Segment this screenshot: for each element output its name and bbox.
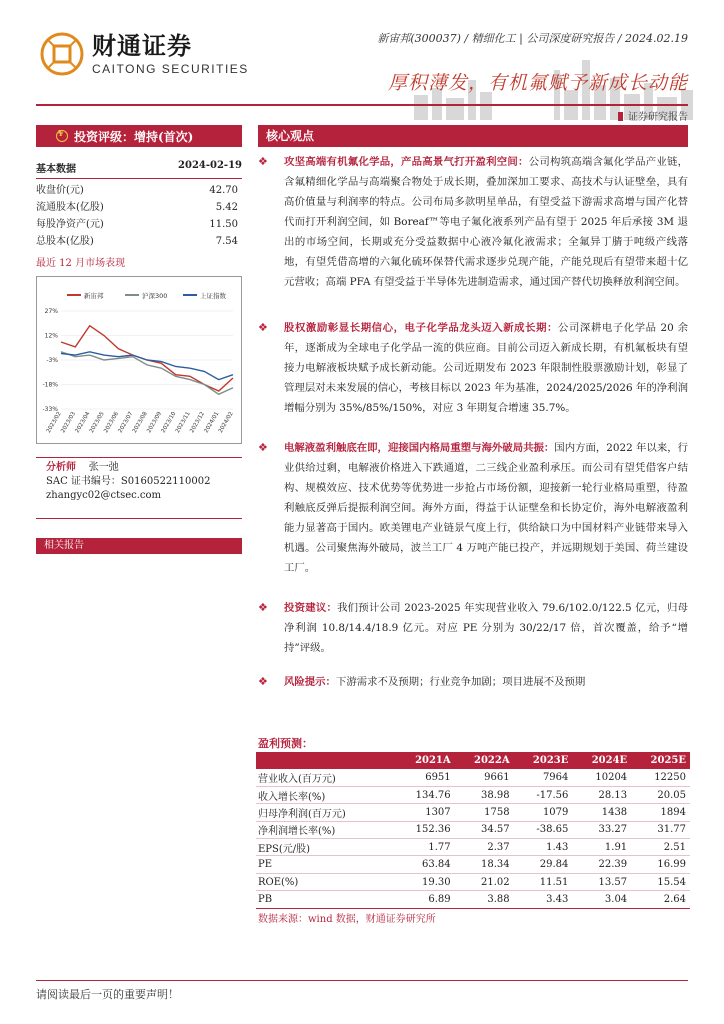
analyst-email[interactable]: zhangyc02@ctsec.com bbox=[46, 490, 162, 501]
table-row: 净利润增长率(%) 152.36 34.57 -38.65 33.27 31.77 bbox=[256, 821, 690, 838]
basic-data-row: 每股净资产(元) 11.50 bbox=[36, 219, 238, 230]
x-tick-label: 2023/10 bbox=[160, 411, 178, 435]
x-tick-label: 2023/12 bbox=[189, 411, 207, 435]
company-logo bbox=[40, 32, 249, 76]
table-row: 营业收入(百万元) 6951 9661 7964 10204 12250 bbox=[256, 769, 690, 786]
report-headline: 厚积薄发，有机氟赋予新成长动能 bbox=[387, 72, 688, 94]
diamond-bullet-icon: ❖ bbox=[258, 441, 268, 454]
analyst-name: 张一弛 bbox=[88, 462, 119, 473]
company-name-cn: 财通证券 bbox=[92, 32, 192, 60]
y-tick-label: -33% bbox=[42, 406, 58, 413]
x-tick-label: 2023/07 bbox=[117, 411, 135, 435]
x-tick-label: 2023/04 bbox=[74, 411, 92, 435]
table-row: EPS(元/股) 1.77 2.37 1.43 1.91 2.51 bbox=[256, 839, 690, 856]
market-performance-label: 最近 12 月市场表现 bbox=[36, 258, 126, 269]
legend-label: 上证指数 bbox=[200, 292, 226, 300]
market-chart-svg bbox=[37, 277, 241, 443]
table-row: 归母净利润(百万元) 1307 1758 1079 1438 1894 bbox=[256, 804, 690, 821]
x-tick-label: 2023/02 bbox=[45, 411, 63, 435]
basic-data-row: 收盘价(元) 42.70 bbox=[36, 185, 238, 196]
analyst-divider-bottom bbox=[36, 518, 242, 519]
diamond-bullet-icon: ❖ bbox=[258, 155, 268, 168]
report-type: 证券研究报告 bbox=[618, 108, 688, 123]
analyst-title: 分析师 bbox=[46, 462, 76, 473]
core-bullet: ❖ 攻坚高端有机氟化学品，产品高景气打开盈利空间：公司构筑高端含氟化学品产业链，含氟精细化学品与高端聚合物处于成长期，叠加深加工要求、高技术与认证壁垒，具有高价值量与利润率的特点。公司布局多款明星单品，有望受益下游需求高增与国产化替代而打开利润空间，如 Boreaf™等电子氟化液系列产品有望于 2025 年后承接 3M 退出的市场空间，长期或充分受益数据中心液冷氟化液需求；全氟异丁腈于吨级产线落地，有望凭借高增的六氟化硫环保替代需求逐步兑现产能，产能兑现后有望带来超十亿元营收；高端 PFA 有望受益于半导体先进制造需求，通过国产替代切换释放利润空间。 bbox=[258, 152, 688, 292]
x-tick-label: 2023/03 bbox=[60, 411, 78, 435]
x-tick-label: 2023/09 bbox=[146, 411, 164, 435]
forecast-label: 盈利预测： bbox=[258, 737, 313, 750]
coin-logo-icon bbox=[40, 32, 84, 76]
y-tick-label: -3% bbox=[46, 357, 58, 364]
core-bullet: ❖ 股权激励彰显长期信心，电子化学品龙头迈入新成长期：公司深耕电子化学品 20 余年，逐渐成为全球电子化学品一流的供应商。目前公司迈入新成长期，有机氟板块有望接力电解液板块赋予成长新动能。公司近期发布 2023 年限制性股票激励计划，彰显了管理层对未来发展的信心，考核目标以 2023 年为基准，2024/2025/2026 年的净利润增幅分别为 35%/85%/150%，对应 3 年期复合增速 35.7%。 bbox=[258, 318, 688, 418]
market-chart bbox=[36, 276, 242, 444]
table-row: PB 6.89 3.88 3.43 3.04 2.64 bbox=[256, 891, 690, 908]
x-tick-label: 2023/05 bbox=[88, 411, 106, 435]
x-tick-label: 2023/08 bbox=[131, 411, 149, 435]
analyst-divider bbox=[36, 457, 242, 458]
core-views-list bbox=[258, 150, 688, 692]
diamond-bullet-icon: ❖ bbox=[258, 675, 268, 688]
basic-data-table bbox=[36, 160, 242, 250]
rating-label: 投资评级：增持(首次) bbox=[74, 129, 194, 144]
footer-disclaimer: 请阅读最后一页的重要声明！ bbox=[36, 988, 179, 1001]
core-bullet: ❖ 风险提示：下游需求不及预期；行业竞争加剧；项目进展不及预期 bbox=[258, 672, 688, 692]
x-tick-label: 2024/01 bbox=[203, 411, 221, 435]
related-reports-header: 相关报告 bbox=[36, 538, 242, 554]
core-views-title: 核心观点 bbox=[258, 125, 688, 147]
core-bullet: ❖ 投资建议：我们预计公司 2023-2025 年实现营业收入 79.6/102.0/122.5 亿元，归母净利润 10.8/14.4/18.9 亿元。对应 PE 分别为 30/22/17 倍，首次覆盖，给予“增持”评级。 bbox=[258, 598, 688, 658]
legend-label: 沪深300 bbox=[142, 292, 168, 300]
header-divider bbox=[36, 104, 688, 106]
report-meta: 新宙邦(300037) / 精细化工 | 公司深度研究报告 / 2024.02.19 bbox=[377, 32, 688, 45]
forecast-header-row: 2021A 2022A 2023E 2024E 2025E bbox=[256, 752, 690, 769]
table-row: PE 63.84 18.34 29.84 22.39 16.99 bbox=[256, 856, 690, 873]
table-row: 收入增长率(%) 134.76 38.98 -17.56 28.13 20.05 bbox=[256, 786, 690, 803]
x-tick-label: 2023/06 bbox=[103, 411, 121, 435]
rating-bar bbox=[36, 125, 242, 147]
y-tick-label: 12% bbox=[44, 332, 58, 340]
analyst-info bbox=[46, 461, 210, 503]
company-name-en: CAITONG SECURITIES bbox=[92, 62, 249, 76]
y-tick-label: -18% bbox=[42, 381, 58, 389]
basic-data-header: 基本数据 2024-02-19 bbox=[36, 160, 242, 179]
analyst-sac: SAC 证书编号：S0160522110002 bbox=[46, 476, 211, 487]
core-bullet: ❖ 电解液盈利触底在即，迎接国内格局重塑与海外破局共振：国内方面，2022 年以来，行业供给过剩，电解液价格进入下跌通道，二三线企业盈利承压。而公司有望凭借客户结构、规模效应、技术优势等优势进一步抢占市场份额，迎接新一轮行业格局重塑，待盈利触底反弹后提振利润空间。海外方面，得益于认证壁垒和长协定价，海外电解液盈利能力显著高于国内。欧美锂电产业链景气度上行，供给缺口为中国材料产业链带来导入机遇。公司聚焦海外破局，波兰工厂 4 万吨产能已投产，并远期规划于美国、荷兰建设工厂。 bbox=[258, 438, 688, 578]
x-tick-label: 2024/02 bbox=[217, 411, 235, 435]
diamond-bullet-icon: ❖ bbox=[258, 601, 268, 614]
diamond-bullet-icon: ❖ bbox=[258, 321, 268, 334]
footer-divider bbox=[36, 980, 688, 981]
legend-label: 新宙邦 bbox=[84, 292, 104, 300]
table-row: ROE(%) 19.30 21.02 11.51 13.57 15.54 bbox=[256, 873, 690, 890]
data-source: 数据来源：wind 数据，财通证券研究所 bbox=[258, 914, 436, 925]
basic-data-row: 总股本(亿股) 7.54 bbox=[36, 236, 238, 247]
forecast-table bbox=[256, 752, 690, 909]
y-tick-label: 27% bbox=[44, 308, 58, 315]
basic-data-row: 流通股本(亿股) 5.42 bbox=[36, 202, 238, 213]
x-tick-label: 2023/11 bbox=[174, 411, 192, 435]
coin-icon bbox=[56, 130, 68, 142]
